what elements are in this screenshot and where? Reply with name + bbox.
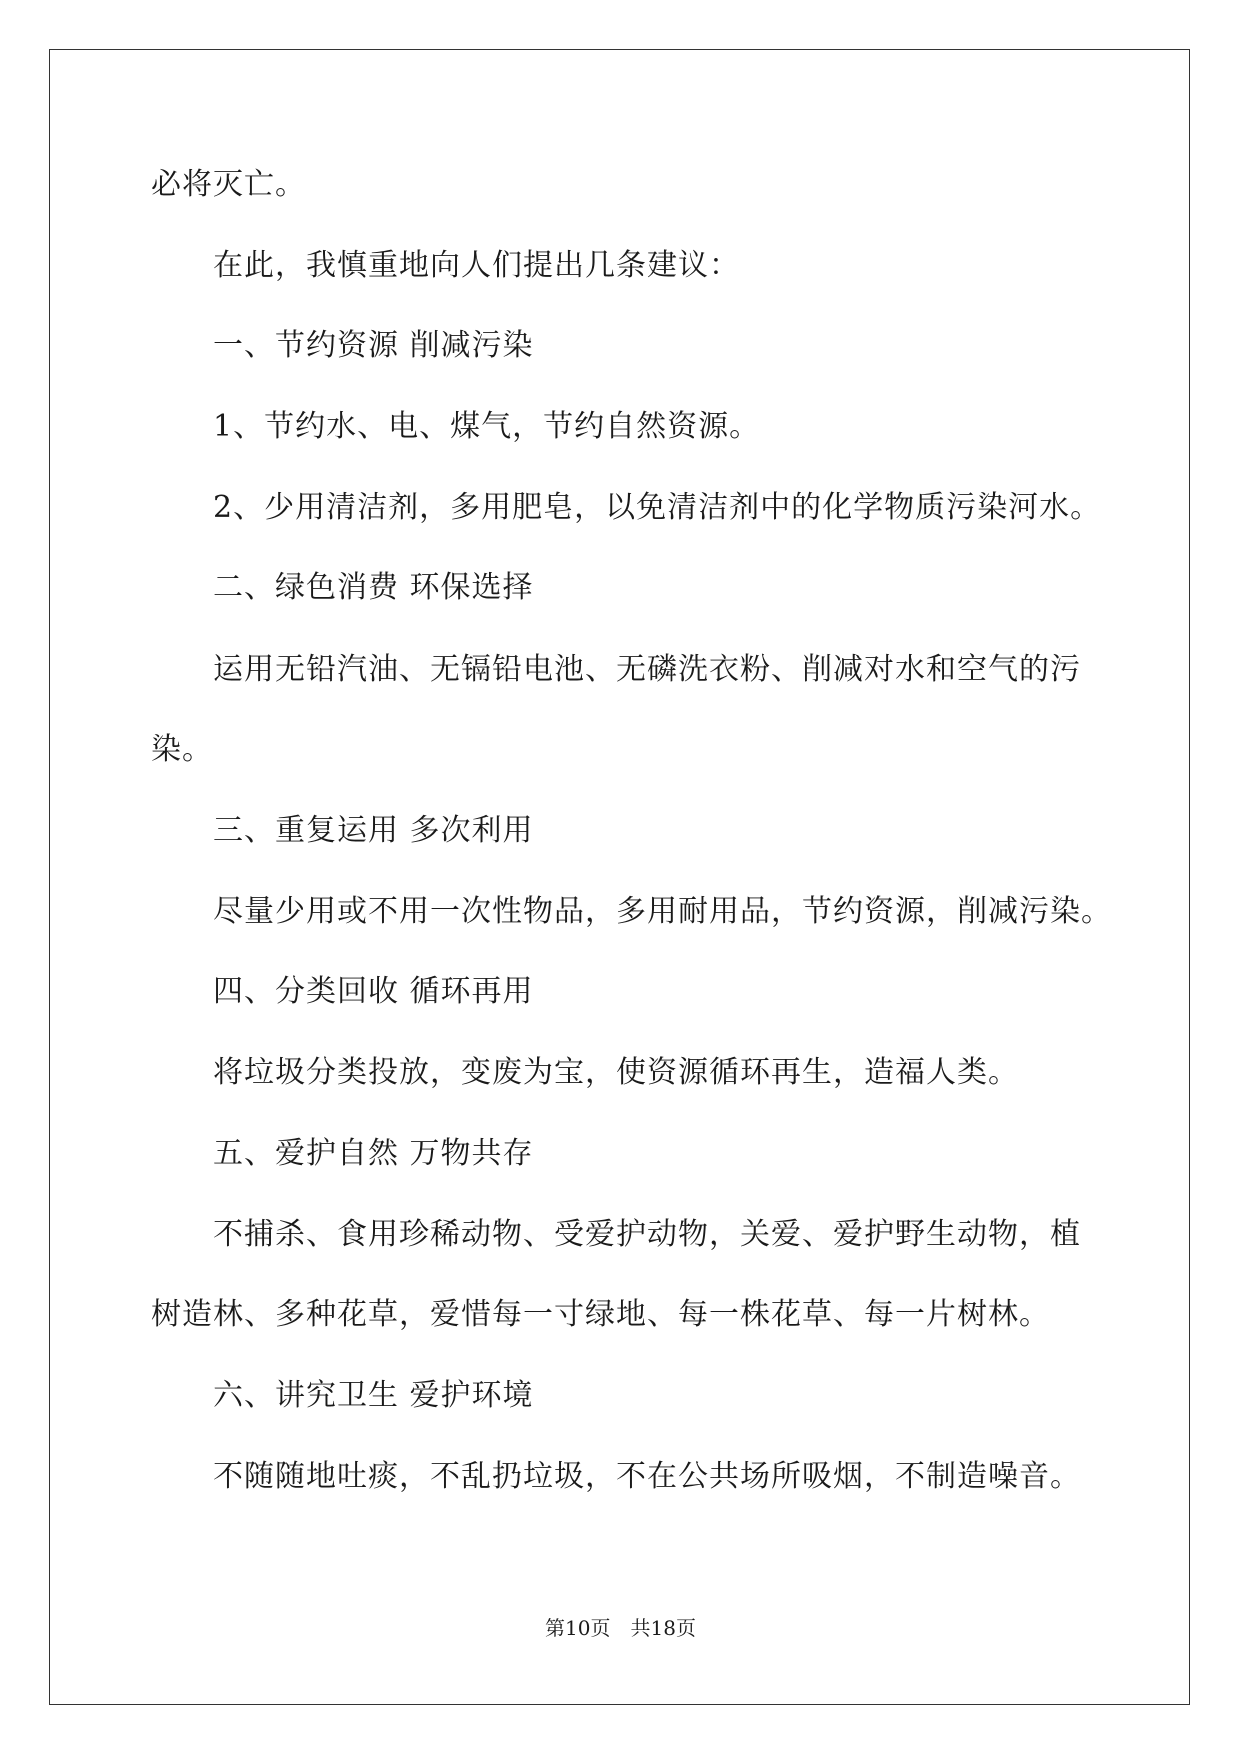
paragraph-line: 尽量少用或不用一次性物品，多用耐用品，节约资源，削减污染。 — [213, 894, 1112, 929]
paragraph-line: 将垃圾分类投放，变废为宝，使资源循环再生，造福人类。 — [213, 1055, 1019, 1090]
section-heading: 二、绿色消费 环保选择 — [213, 570, 534, 605]
section-heading: 五、爱护自然 万物共存 — [213, 1136, 534, 1171]
paragraph-line: 不捕杀、食用珍稀动物、受爱护动物，关爱、爱护野生动物，植 — [213, 1217, 1081, 1252]
section-heading: 六、讲究卫生 爱护环境 — [213, 1378, 534, 1413]
paragraph-line: 必将灭亡。 — [151, 167, 306, 202]
page-number: 第10页 共18页 — [545, 1616, 696, 1640]
section-heading: 四、分类回收 循环再用 — [213, 974, 534, 1009]
paragraph-line: 不随随地吐痰，不乱扔垃圾，不在公共场所吸烟，不制造噪音。 — [213, 1459, 1081, 1494]
list-item: 1、节约水、电、煤气，节约自然资源。 — [213, 409, 761, 444]
section-heading: 三、重复运用 多次利用 — [213, 813, 534, 848]
paragraph-line: 染。 — [151, 732, 213, 767]
list-item: 2、少用清洁剂，多用肥皂，以免清洁剂中的化学物质污染河水。 — [213, 490, 1102, 525]
paragraph-line: 树造林、多种花草，爱惜每一寸绿地、每一株花草、每一片树林。 — [151, 1297, 1050, 1332]
paragraph-line: 运用无铅汽油、无镉铅电池、无磷洗衣粉、削减对水和空气的污 — [213, 652, 1081, 687]
section-heading: 一、节约资源 削减污染 — [213, 328, 534, 363]
paragraph-line: 在此，我慎重地向人们提出几条建议： — [213, 248, 740, 283]
